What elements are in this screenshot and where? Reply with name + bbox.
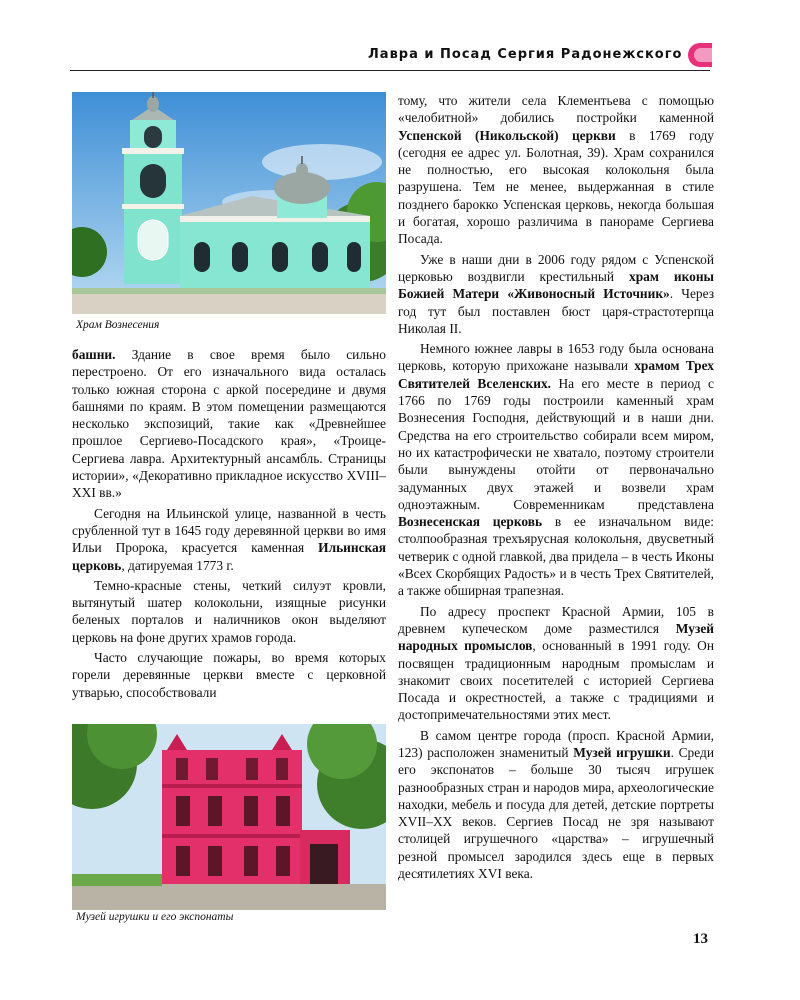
right-paragraph: По адресу проспект Красной Армии, 105 в древнем купеческом доме разместился Музей народных промыслов, основанный в 1991 году. Он посвящен традиционным народным промыслам и знакомит своих посетителей с историей Сергиева Посада и окрестностей, а также с традициями и достопримечательностями этих мест.: [398, 603, 714, 723]
right-paragraph: В самом центре города (просп. Красной Армии, 123) расположен знаменитый Музей игрушки. Среди его экспонатов – больше 30 тысяч игрушек разнообразных стран и народов мира, археологические находки, мебель и посуда для детей, детские портреты XVII–XX веков. Сергиев Посад не зря называют столицей игрушечного «царства» – игрушечный резной промысел зародился здесь еще в первых десятилетиях XVI века.: [398, 727, 715, 882]
term-bashni: башни.: [72, 347, 116, 362]
left-paragraph: башни. Здание в свое время было сильно перестроено. От его изначального вида осталась только южная сторона с аркой посередине и двумя башнями по краям. В этом помещении размещаются несколько экспозиций, такие как «Древнейшее прошлое Сергиево-Посадского края», «Троице-Сергиева лавра. Архитектурный ансамбль. Страницы истории», «Декоративно прикладное искусство XVIII–XXI вв.»: [72, 347, 386, 501]
photo-caption-voznesenie: Храм Вознесения: [76, 319, 160, 331]
term-uspenskaya-church: Успенской (Никольской) церкви: [398, 127, 616, 143]
running-header: Лавра и Посад Сергия Радонежского: [368, 47, 683, 62]
term-zhivonosny-istochnik: храм иконы Божией Матери «Живоносный Источник»: [398, 268, 714, 302]
right-paragraph: Уже в наши дни в 2006 году рядом с Успенской церковью воздвигли крестильный храм иконы Божией Матери «Живоносный Источник». Через год тут был поставлен бюст царя-страстотерпца Николая II.: [398, 251, 714, 336]
term-voznesenskaya-church: Вознесенская церковь: [398, 514, 543, 530]
right-text-column: [398, 92, 714, 882]
right-paragraph: тому, что жители села Клементьева с помощью «челобитной» добились постройки каменной Успенской (Никольской) церкви в 1769 году (сегодня ее адрес ул. Болотная, 39). Храм сохранился не полностью, его высокая колокольня была разрушена. Тем не менее, выдержанная в стиле позднего барокко Успенская церковь, некогда большая и богатая, хорошо различима в панораме Сергиева Посада.: [398, 93, 715, 247]
photo-toy-museum: [72, 724, 386, 910]
photo-voznesenie-church: [72, 92, 386, 314]
header-rule: [70, 70, 710, 71]
header-accent-tab-icon: [688, 43, 712, 67]
page-number: 13: [693, 931, 708, 947]
right-paragraph: Немного южнее лавры в 1653 году была основана церковь, которую прихожане называли храмом Трех Святителей Вселенских. На его месте в период с 1766 по 1769 годы построили каменный храм Вознесения Господня, действующий и в наши дни. Средства на его строительство собирали всем миром, но их катастрофически не хватало, поэтому строители были вынуждены отойти от первоначально задуманных двух этажей и возвели храм одноэтажным. Современникам представлена Вознесенская церковь в ее изначальном виде: столпообразная трехъярусная колокольня, двусветный четверик с одной главкой, два придела – в честь Иконы «Всех Скорбящих Радость» и в честь Трех Святителей, а также обширная трапезная.: [398, 341, 714, 599]
photo-caption-toy-museum: Музей игрушки и его экспонаты: [76, 911, 234, 923]
left-text-column: [72, 346, 386, 701]
left-paragraph: Часто случающие пожары, во время которых горели деревянные церкви вместе с церковной утварью, способствовали: [72, 650, 386, 700]
term-ilyinskaya-church: Ильинская церковь: [72, 540, 386, 573]
term-tri-svyatitelya: храмом Трех Святителей Вселенских.: [398, 358, 714, 391]
term-museum-folk-crafts: Музей народных промыслов: [398, 620, 714, 654]
term-toy-museum: Музей игрушки: [573, 744, 671, 760]
left-paragraph: Темно-красные стены, четкий силуэт кровли, вытянутый шатер колокольни, изящные рисунки беленых порталов и наличников окон выделяют церковь на фоне других храмов города.: [72, 577, 386, 645]
left-paragraph: Сегодня на Ильинской улице, названной в честь срубленной тут в 1645 году деревянной церкви во имя Ильи Пророка, красуется каменная Ильинская церковь, датируемая 1773 г.: [72, 505, 386, 573]
